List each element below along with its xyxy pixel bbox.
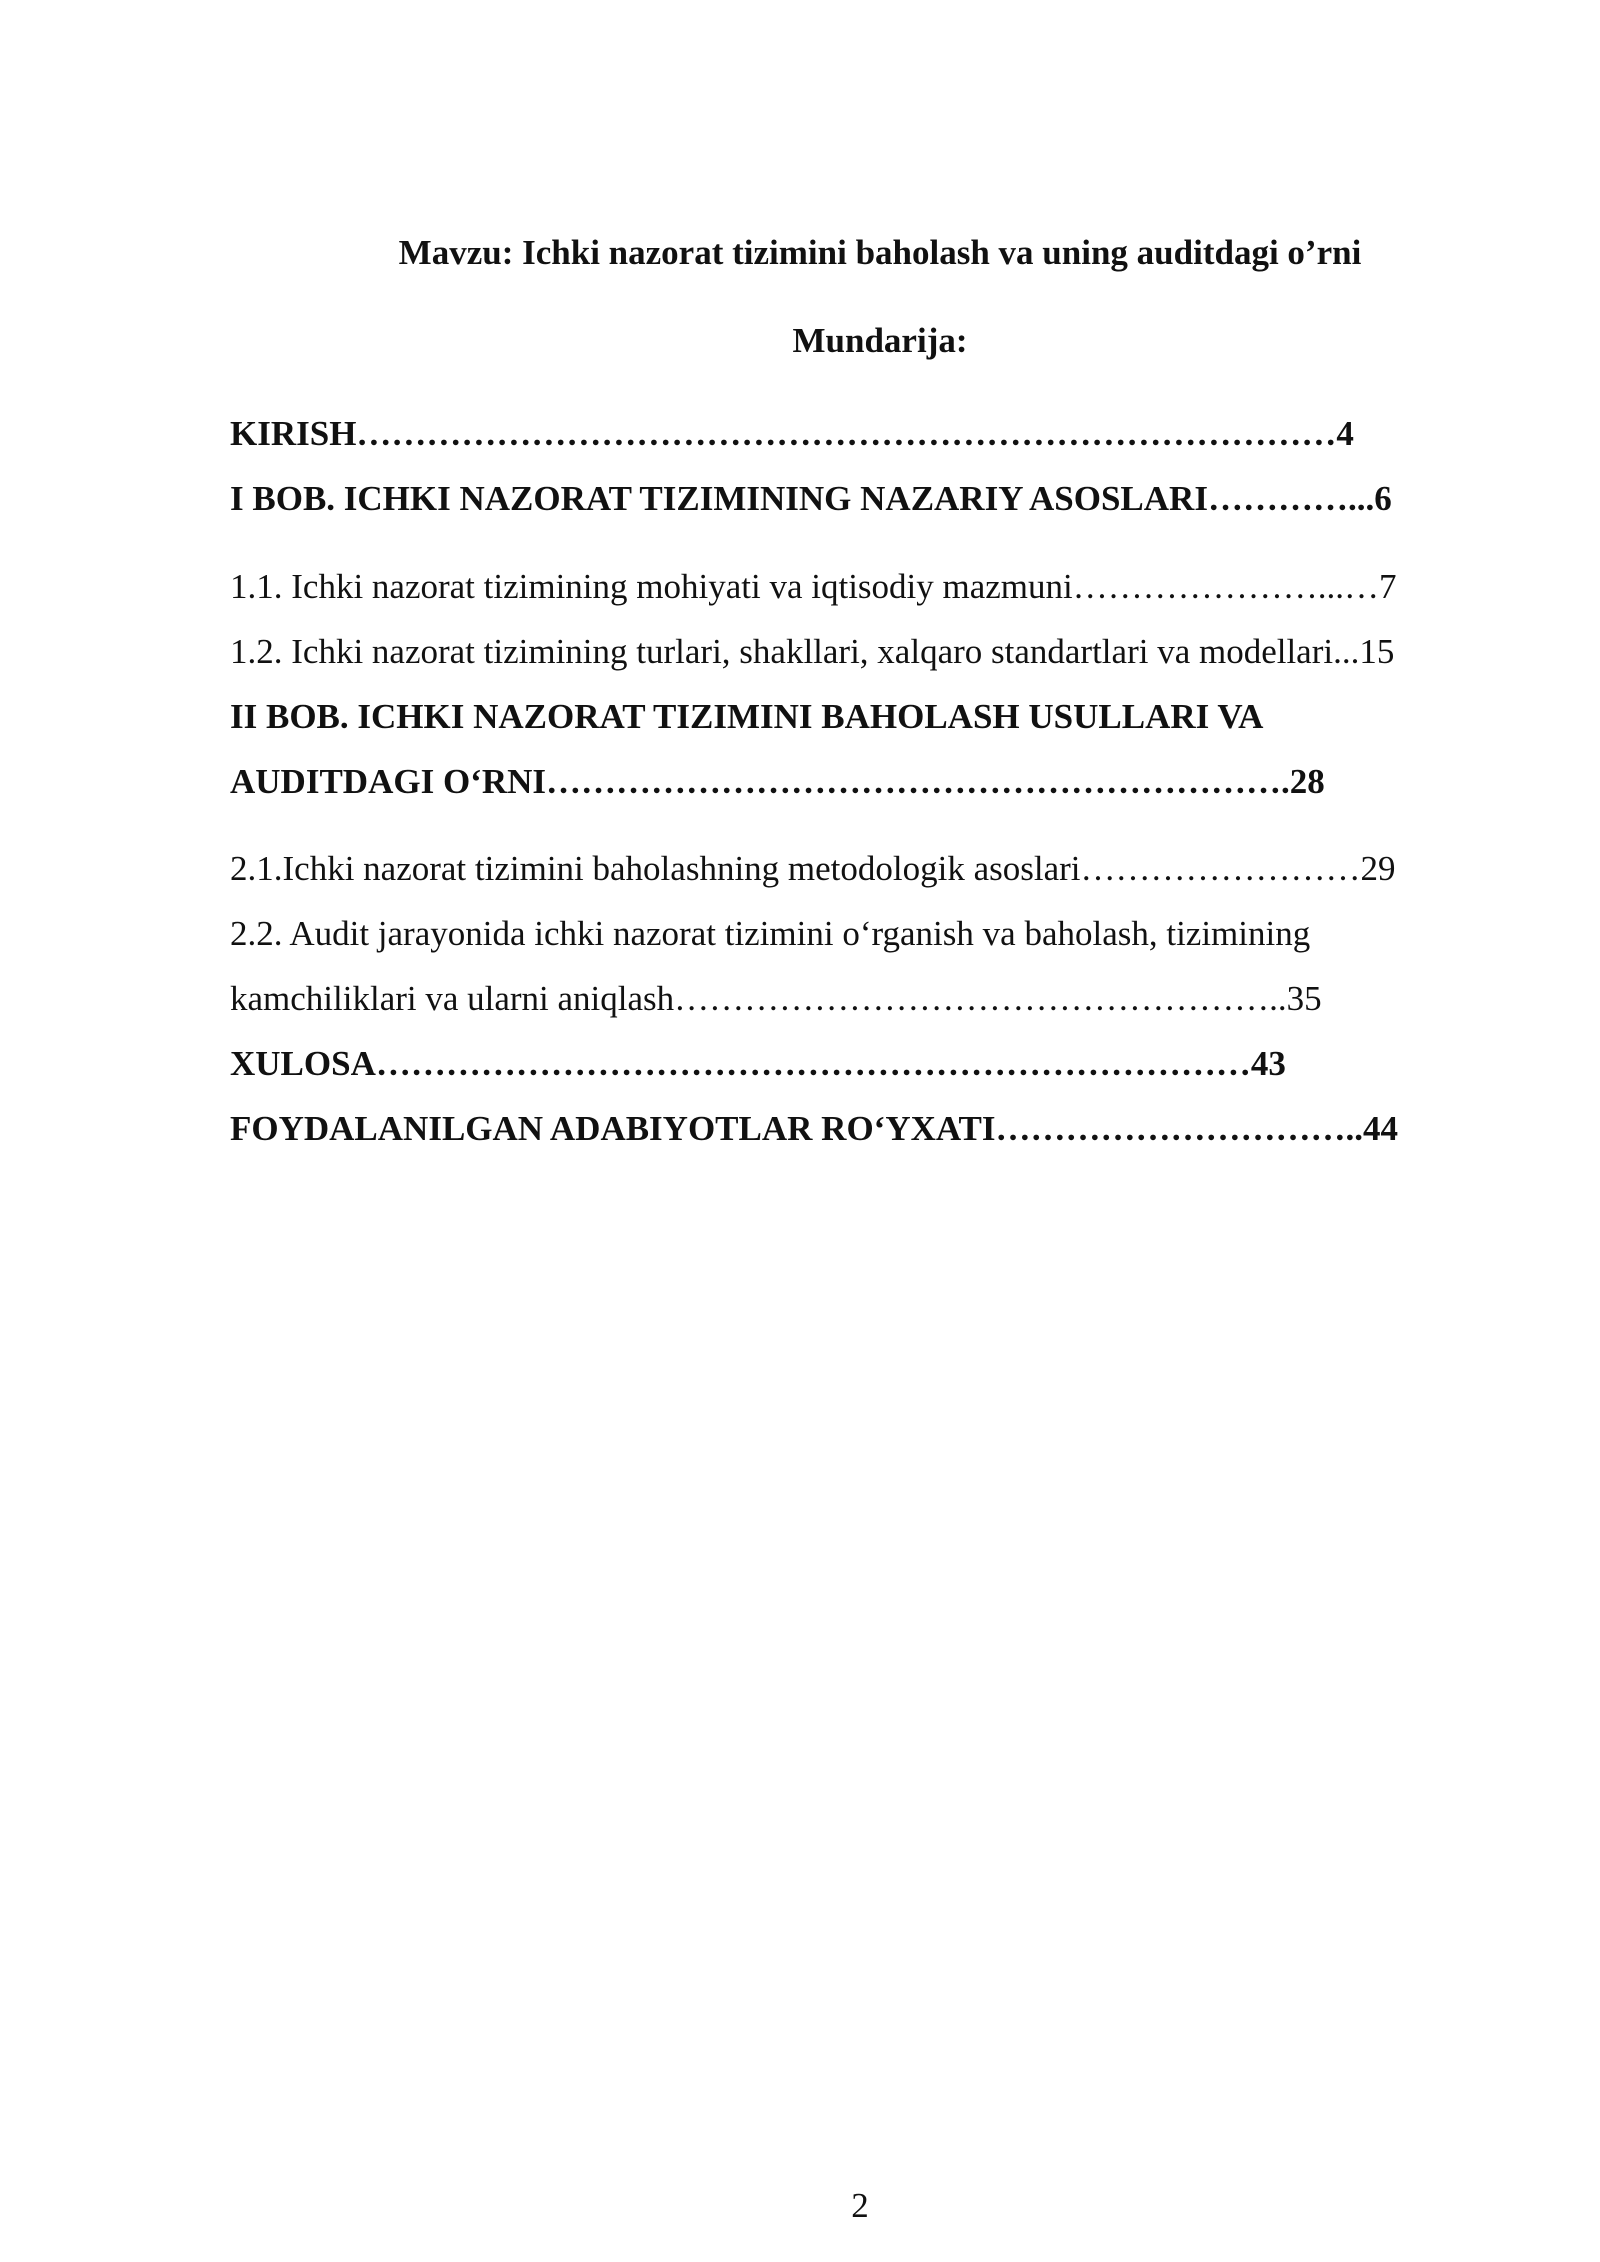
toc-entry-chapter-2-line-2: AUDITDAGI O‘RNI……………………………………………………….28 bbox=[230, 762, 1325, 801]
toc-entry-references: FOYDALANILGAN ADABIYOTLAR RO‘YXATI…………………………..44 bbox=[230, 1109, 1399, 1148]
document-title: Mavzu: Ichki nazorat tizimini baholash va uning auditdagi o’rni bbox=[398, 233, 1362, 272]
toc-entry-1-2: 1.2. Ichki nazorat tizimining turlari, shakllari, xalqaro standartlari va modellari...15 bbox=[230, 632, 1395, 671]
toc-entry-2-2-line-1: 2.2. Audit jarayonida ichki nazorat tizimini o‘rganish va baholash, tizimining bbox=[230, 914, 1311, 953]
toc-entry-2-2-line-2: kamchiliklari va ularni aniqlash……………………………………………..35 bbox=[230, 979, 1322, 1018]
toc-entry-xulosa: XULOSA…………………………………………………………………43 bbox=[230, 1044, 1286, 1083]
toc-entry-chapter-2-line-1: II BOB. ICHKI NAZORAT TIZIMINI BAHOLASH USULLARI VA bbox=[230, 697, 1264, 736]
toc-heading: Mundarija: bbox=[792, 321, 968, 360]
page-number: 2 bbox=[851, 2186, 869, 2225]
toc-entry-chapter-1: I BOB. ICHKI NAZORAT TIZIMINING NAZARIY ASOSLARI…………...6 bbox=[230, 479, 1392, 518]
toc-entry-kirish: KIRISH…………………………………………………………………………4 bbox=[230, 414, 1354, 453]
toc-entry-1-1: 1.1. Ichki nazorat tizimining mohiyati va iqtisodiy mazmuni…………………...…7 bbox=[230, 567, 1397, 606]
toc-entry-2-1: 2.1.Ichki nazorat tizimini baholashning metodologik asoslari……………………29 bbox=[230, 849, 1396, 888]
